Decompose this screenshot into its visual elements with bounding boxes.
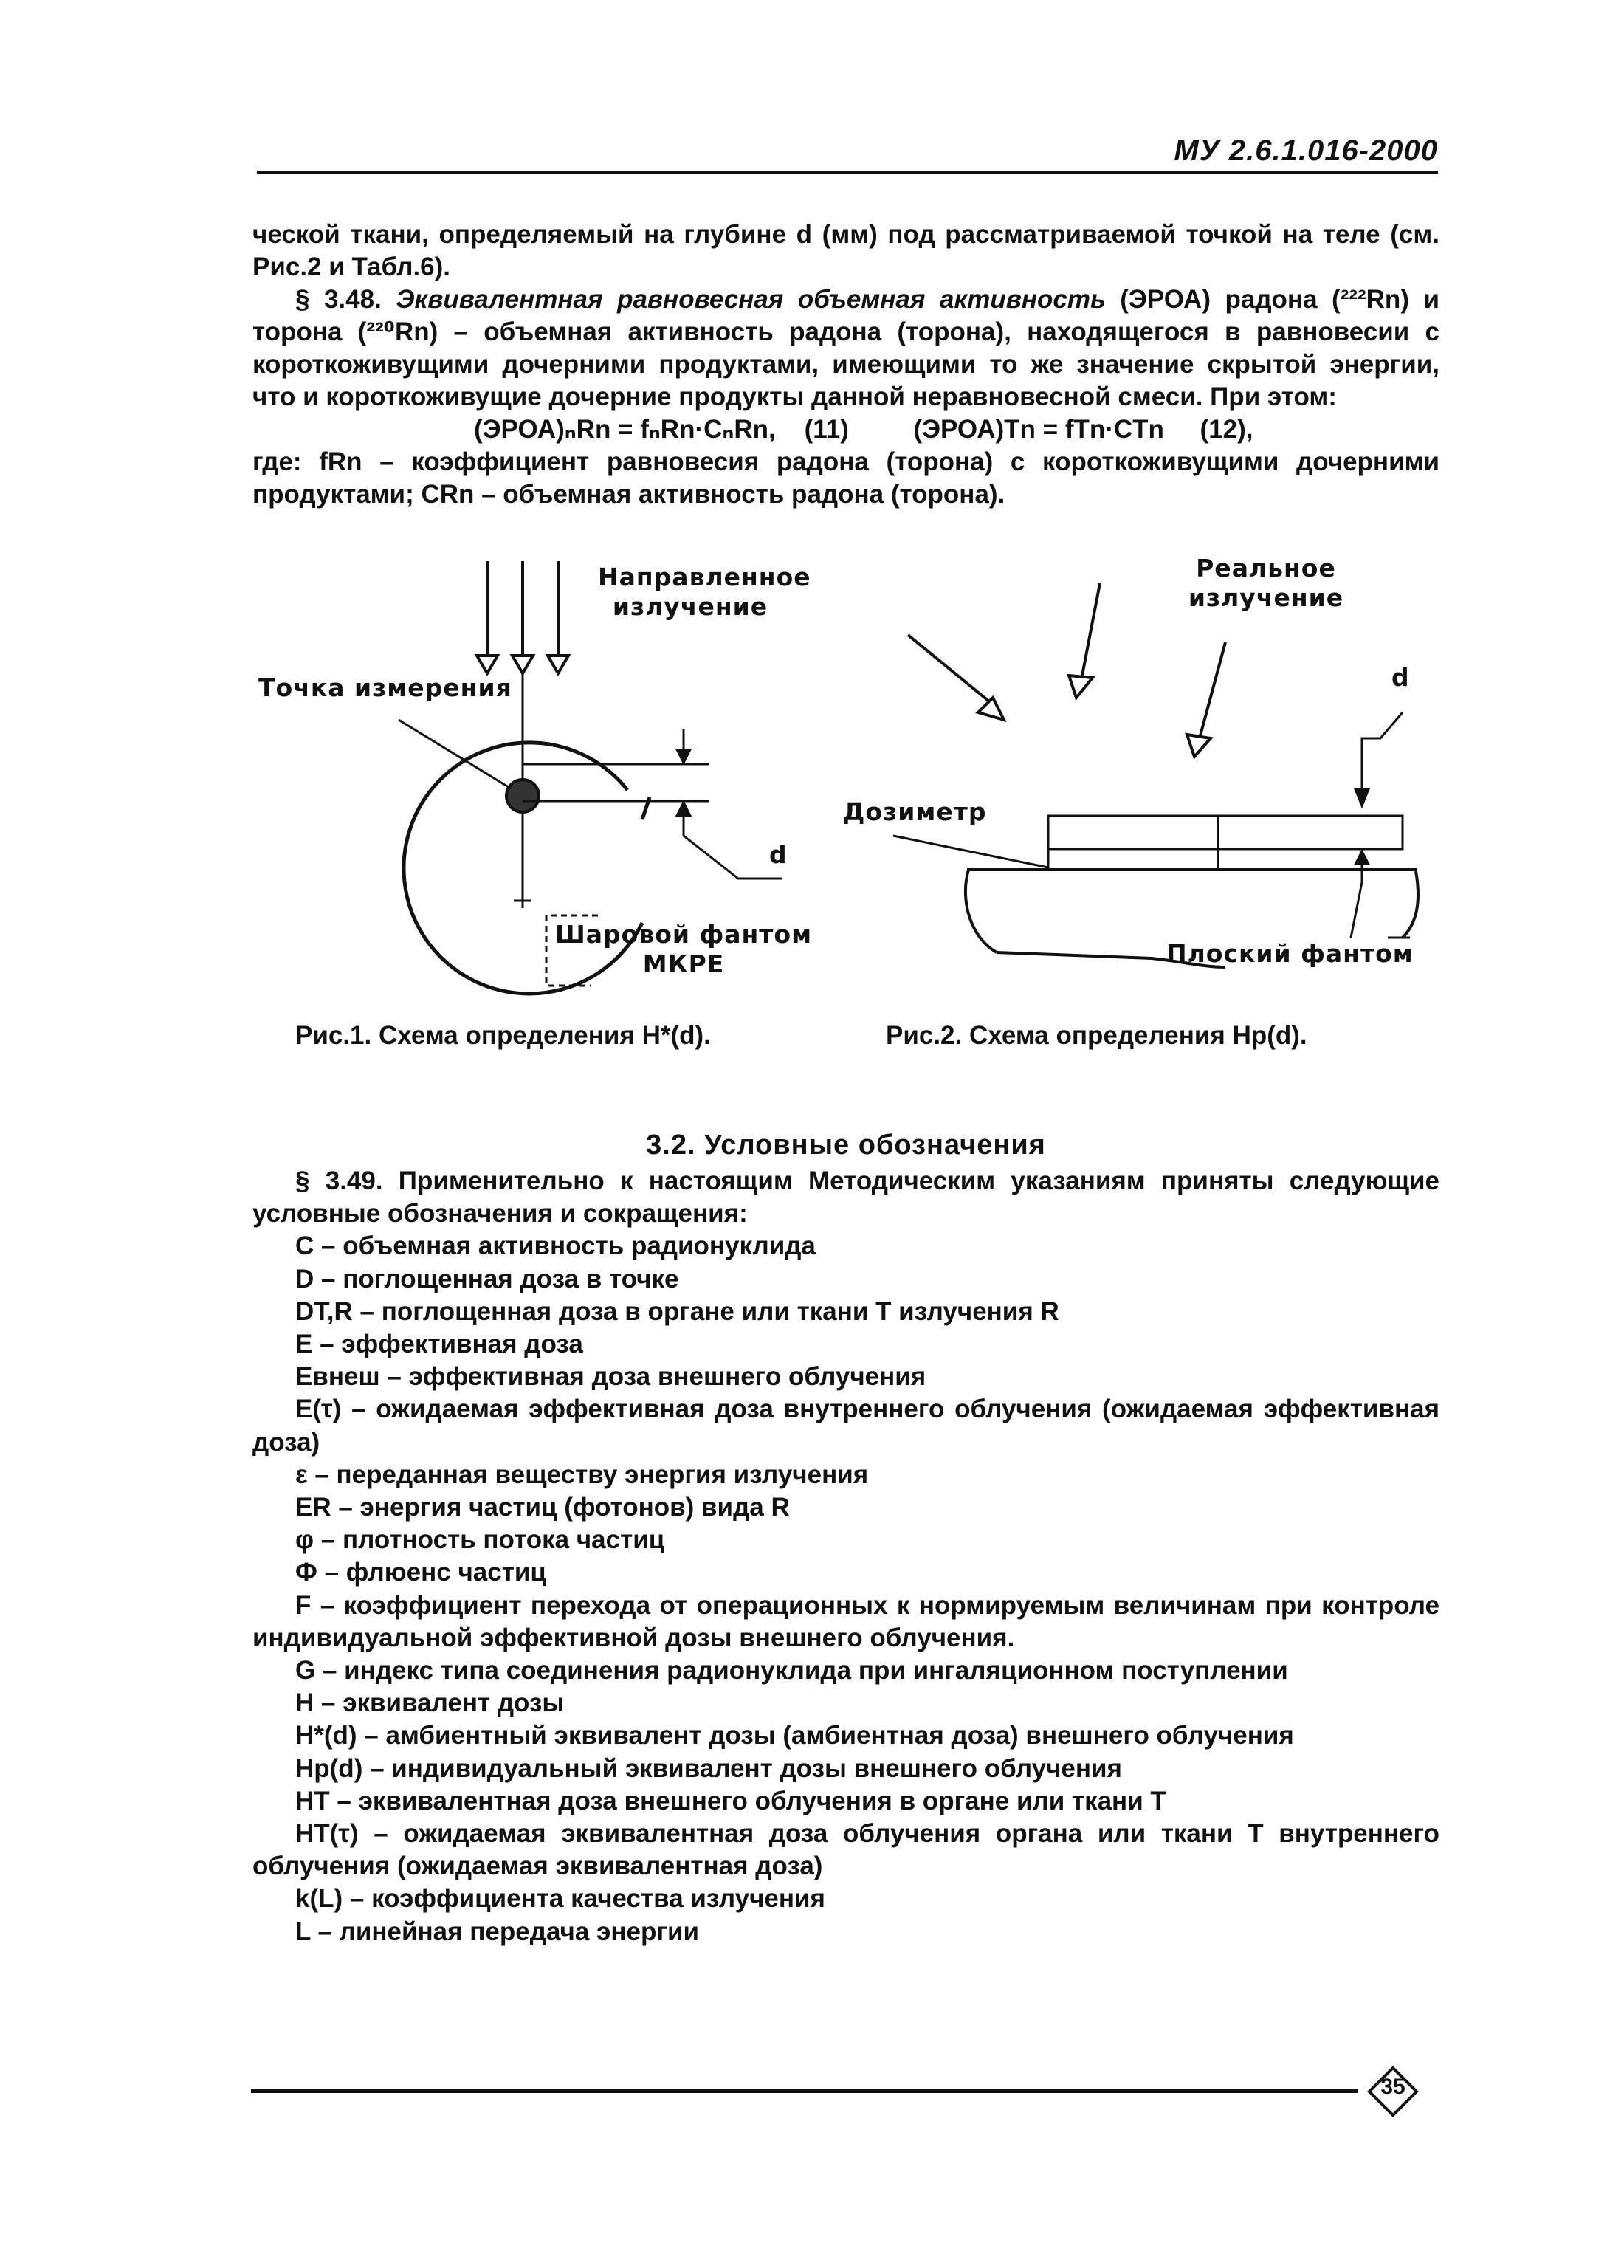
arrow-head-2 bbox=[512, 656, 533, 673]
symbol-item: k(L) – коэффициента качества излучения bbox=[295, 1884, 825, 1914]
top-text bbox=[252, 219, 1439, 511]
fig1-point-label: Точка измерения bbox=[258, 673, 512, 702]
header-rule bbox=[257, 171, 1438, 174]
phantom-right bbox=[1403, 871, 1418, 938]
figure2-drawing bbox=[893, 583, 1418, 967]
paragraph-number: § 3.48. bbox=[295, 285, 382, 314]
symbol-item: F – коэффициент перехода от операционных к нормируемым величинам при контроле индивидуальной эффективной дозы внешнего облучения. bbox=[252, 1590, 1439, 1652]
ray-1 bbox=[908, 635, 989, 701]
dosimeter-box-bottom bbox=[1048, 849, 1218, 870]
document-code: МУ 2.6.1.016-2000 bbox=[1174, 134, 1438, 167]
page-number: 35 bbox=[1380, 2075, 1405, 2099]
symbol-item: H – эквивалент дозы bbox=[295, 1688, 565, 1718]
symbol-item: HT – эквивалентная доза внешнего облучения в органе или ткани T bbox=[295, 1786, 1166, 1815]
fig2-phantom-label: Плоский фантом bbox=[1166, 939, 1414, 968]
dosimeter-box-top bbox=[1048, 816, 1403, 849]
page-header bbox=[257, 124, 1438, 174]
ray-head-1 bbox=[978, 698, 1004, 720]
page-footer bbox=[251, 2061, 1447, 2120]
paragraph-3-48 bbox=[252, 284, 1439, 413]
section-title: 3.2. Условные обозначения bbox=[646, 1130, 1046, 1161]
measurement-point bbox=[506, 780, 539, 812]
dosimeter-leader bbox=[893, 836, 1048, 867]
symbol-item: G – индекс типа соединения радионуклида при ингаляционном поступлении bbox=[295, 1656, 1288, 1685]
arrow-head-3 bbox=[548, 656, 568, 673]
point-leader bbox=[399, 720, 511, 788]
fig1-caption: Рис.1. Схема определения H*(d). bbox=[295, 1021, 711, 1050]
depth2-head-top bbox=[1356, 790, 1368, 805]
symbol-item: ε – переданная веществу энергия излучения bbox=[295, 1460, 869, 1489]
symbol-item: Ф – флюенс частиц bbox=[295, 1558, 546, 1587]
symbol-item: H*(d) – амбиентный эквивалент дозы (амбиентная доза) внешнего облучения bbox=[295, 1721, 1294, 1750]
symbols-list bbox=[252, 1165, 1439, 1948]
symbol-item: Hp(d) – индивидуальный эквивалент дозы внешнего облучения bbox=[295, 1753, 1122, 1783]
depth-head-top bbox=[678, 750, 689, 762]
paragraph-body: (ЭРОА) радона (²²²Rn) и торона (²²⁰Rn) – объемная активность радона (торона), находящегося в равновесии с короткоживущими дочерними продуктами, имеющими то же значение скрытой энергии, что и короткоживущие дочерние продукты данной неравновесной смеси. При этом: bbox=[252, 285, 1439, 411]
fig2-d-label: d bbox=[1391, 663, 1410, 692]
symbol-item: φ – плотность потока частиц bbox=[295, 1525, 665, 1555]
symbol-item: E(τ) – ожидаемая эффективная доза внутреннего облучения (ожидаемая эффективная доза) bbox=[252, 1395, 1439, 1457]
fig2-caption: Рис.2. Схема определения Hp(d). bbox=[886, 1021, 1307, 1050]
ray-2 bbox=[1081, 583, 1100, 679]
depth2-head-bottom bbox=[1356, 852, 1368, 864]
depth-head-bottom bbox=[678, 803, 689, 815]
formula-11-12: (ЭРОА)ₙRn = fₙRn·CₙRn, (11) (ЭРОА)Tn = fTn·CTn (12), bbox=[474, 415, 1253, 444]
section-intro: § 3.49. Применительно к настоящим Методическим указаниям приняты следующие условные обозначения и сокращения: bbox=[252, 1166, 1439, 1228]
formula-where: где: fRn – коэффициент равновесия радона (торона) с короткоживущими дочерними продуктами; CRn – объемная активность радона (торона). bbox=[252, 447, 1439, 509]
d-leader-1 bbox=[684, 836, 782, 879]
ray-head-2 bbox=[1069, 676, 1093, 698]
figures-area bbox=[251, 554, 1447, 1085]
symbol-item: HT(τ) – ожидаемая эквивалентная доза облучения органа или ткани T внутреннего облучения (ожидаемая эквивалентная доза) bbox=[252, 1819, 1439, 1881]
ray-head-3 bbox=[1187, 735, 1211, 757]
paragraph-continuation: ческой ткани, определяемый на глубине d (мм) под рассматриваемой точкой на теле (см. Рис.2 и Табл.6). bbox=[252, 220, 1439, 281]
symbol-item: L – линейная передача энергии bbox=[295, 1917, 699, 1946]
arrow-head-1 bbox=[477, 656, 498, 673]
symbol-item: C – объемная активность радионуклида bbox=[295, 1231, 816, 1261]
symbol-item: ER – энергия частиц (фотонов) вида R bbox=[295, 1493, 790, 1522]
footer-rule bbox=[251, 2089, 1358, 2093]
phantom-left bbox=[966, 870, 997, 952]
fig2-real-label: Реальное излучение bbox=[1188, 554, 1344, 612]
fig1-phantom-label: Шаровой фантом МКРЕ bbox=[555, 920, 813, 978]
symbol-item: E – эффективная доза bbox=[295, 1330, 583, 1359]
fig2-dosimeter-label: Дозиметр bbox=[843, 797, 987, 826]
phantom-leader bbox=[1351, 882, 1362, 938]
term-eroa: Эквивалентная равновесная объемная активность bbox=[396, 285, 1106, 314]
ray-3 bbox=[1200, 642, 1225, 738]
symbol-item: DT,R – поглощенная доза в органе или ткани T излучения R bbox=[295, 1296, 1059, 1326]
symbol-item: Eвнеш – эффективная доза внешнего облучения bbox=[295, 1362, 926, 1392]
symbol-item: D – поглощенная доза в точке bbox=[295, 1264, 679, 1293]
fig1-directed-label: Направленное излучение bbox=[598, 563, 811, 621]
fig1-d-label: d bbox=[769, 840, 788, 869]
